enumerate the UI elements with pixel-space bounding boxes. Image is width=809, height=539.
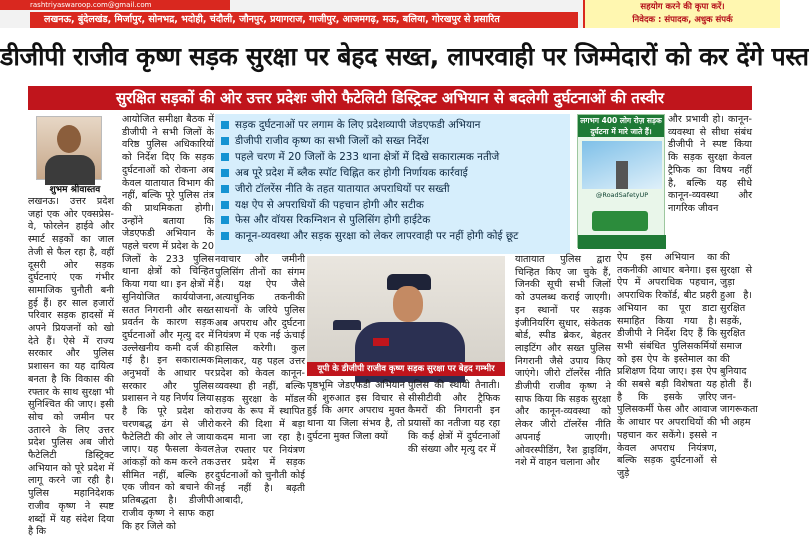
article-column-5: पुलिस की स्थायी तैनाती। सीसीटीवी और ट्रैफिक कैमरों की निगरानी इन प्रयासों का नतीजा यह रहा कि कई क्षेत्रों में दुर्घटनाओं की संख्या और मृत्यु दर में	[408, 380, 500, 455]
officer-badge-shape	[373, 338, 389, 346]
poster-title: लगभग 400 लोग रोज़ सड़क दुर्घटना में मारे जाते हैं।	[578, 115, 664, 137]
masthead-regions: लखनऊ, बुंदेलखंड, मिर्जापुर, सोनभद्र, भदोही, चंदौली, जौनपुर, प्रयागराज, गाजीपुर, आजमगढ़, मऊ, बलिया, गोरखपुर से प्रसारित	[30, 12, 578, 28]
article-column-2: आयोजित समीक्षा बैठक में डीजीपी ने सभी जिलों के वरिष्ठ पुलिस अधिकारियों को निर्देश दिए कि सड़क दुर्घटनाओं को रोकना अब केवल यातायात विभाग की नहीं, बल्कि पूरे पुलिस तंत्र की प्राथमिकता होगी। उन्होंने बताया कि जेडएफडी अभियान के पहले चरण में प्रदेश के 20 जिलों के 233 पुलिस थाना क्षेत्रों को चिन्हित किया गया था। इन क्षेत्रों में सुनियोजित कार्ययोजना, सतत निगरानी और सख्त प्रवर्तन के कारण सड़क दुर्घटनाओं और मृत्यु दर में उल्लेखनीय कमी दर्ज की गई है। इन सकारात्मक अनुभवों के आधार पर सरकार और पुलिस प्रशासन ने यह निर्णय लिया है कि पूरे प्रदेश को चरणबद्ध ढंग से जीरो फैटेलिटी की ओर ले जाया जाए। यह फैसला केवल आंकड़ों को कम करने तक सीमित नहीं, बल्कि हर एक जीवन को बचाने की प्रतिबद्धता है। डीजीपी राजीव कृष्ण ने साफ कहा कि हर जिले को	[122, 114, 214, 532]
highlight-item: फेस और वॉयस रिकग्निशन से पुलिसिंग होगी हाईटेक	[221, 213, 564, 229]
square-bullet-icon	[221, 137, 229, 145]
square-bullet-icon	[221, 185, 229, 193]
photo-background-figure	[333, 320, 361, 330]
square-bullet-icon	[221, 121, 229, 129]
dgp-photo-caption: यूपी के डीजीपी राजीव कृष्ण सड़क सुरक्षा पर बेहद गम्भीर	[307, 362, 505, 376]
reporter-name: शुभम श्रीवास्तव	[49, 185, 101, 195]
square-bullet-icon	[221, 169, 229, 177]
highlight-item: पहले चरण में 20 जिलों के 233 थाना क्षेत्रों में दिखे सकारात्मक नतीजे	[221, 150, 564, 166]
masthead-bar	[0, 0, 780, 28]
square-bullet-icon	[221, 153, 229, 161]
square-bullet-icon	[221, 201, 229, 209]
masthead-email: rashtriyaswaroop.com@gmail.com	[0, 0, 230, 10]
article-column-7: ऐप इस अभियान का तकनीकी आधार बनेगा। इस ऐप में अपराधिक पहचान, अपराधिक रिकॉर्ड, बीट प्रहरी अभियान का पूरा डाटा समाहित किया गया है। डीजीपी ने निर्देश दिए हैं कि सभी संबंधित पुलिसकर्मियों को इस ऐप के इस्तेमाल का प्रशिक्षण दिया जाए। इस ऐप की सबसे बड़ी विशेषता यह है कि इसके ज़रिए पुलिसकर्मी फेस और आवाज के आधार पर अपराधियों की पहचान कर सकेंगे। इससे न केवल अपराध नियंत्रण, बल्कि सड़क दुर्घटनाओं से जुड़े	[617, 252, 717, 479]
road-safety-poster	[577, 114, 665, 248]
article-column-1: लखनऊ। उत्तर प्रदेश जहां एक ओर एक्सप्रेस-वे, फोरलेन हाईवे और स्मार्ट सड़कों का जाल तेजी से फैल रहा है, वहीं दूसरी ओर सड़क दुर्घटनाएं एक गंभीर सामाजिक चुनौती बनी हुई हैं। हर साल हजारों परिवार सड़क हादसों में अपने प्रियजनों को खो देते हैं। ऐसे में राज्य सरकार और पुलिस प्रशासन का यह दायित्व बनता है कि विकास की रफ्तार के साथ सुरक्षा भी सुनिश्चित की जाए। इसी सोच को जमीन पर उतारने के लिए उत्तर प्रदेश पुलिस अब जीरो फैटेलिटी डिस्ट्रिक्ट अभियान को पूरे प्रदेश में लागू करने जा रही है। पुलिस महानिदेशक राजीव कृष्ण ने स्पष्ट शब्दों में यह संदेश दिया है कि	[28, 196, 114, 538]
highlight-item: डीजीपी राजीव कृष्ण का सभी जिलों को सख्त निर्देश	[221, 134, 564, 150]
support-line-2: निवेदक : संपादक, अधुक संपर्क	[632, 15, 733, 25]
article-column-6: यातायात पुलिस द्वारा चिन्हित किए जा चुके हैं, जिनकी सूची सभी जिलों को उपलब्ध कराई जाएगी। इन स्थानों पर सड़क इंजीनियरिंग सुधार, संकेतक बोर्ड, स्पीड ब्रेकर, बेहतर लाइटिंग और सख्त पुलिस निगरानी जैसे उपाय किए जाएंगे। जीरो टॉलरेंस नीति डीजीपी राजीव कृष्ण ने साफ किया कि सड़क सुरक्षा और कानून-व्यवस्था को लेकर जीरो टॉलरेंस नीति अपनाई जाएगी। ओवरस्पीडिंग, रैश ड्राइविंग, नशे में वाहन चलाना और	[515, 254, 611, 469]
page-headline: डीजीपी राजीव कृष्ण सड़क सुरक्षा पर बेहद सख्त, लापरवाही पर जिम्मेदारों को कर देंगे पस्त	[0, 42, 809, 71]
poster-footer-band	[578, 235, 666, 249]
officer-face-shape	[393, 286, 423, 322]
poster-road-illustration	[582, 141, 662, 189]
square-bullet-icon	[221, 216, 229, 224]
highlight-item: जीरो टॉलरेंस नीति के तहत यातायात अपराधियों पर सख्ती	[221, 182, 564, 198]
dgp-photo	[307, 256, 505, 376]
poster-handle: @RoadSafetyUP	[595, 191, 649, 199]
reporter-photo	[36, 116, 102, 180]
square-bullet-icon	[221, 232, 229, 240]
article-column-9: की सुरक्षा से जुड़ा हुआ है। सुरक्षित सड़कें, सुरक्षित समाज की बुनियाद होती हैं। जन-जागरूकता भी अहम	[720, 252, 758, 429]
article-column-4: पृष्ठभूमि जेडएफडी अभियान की शुरुआत इस विचार से हुई कि अगर अपराध मुक्त थाना या जिला संभव है, तो दुर्घटना मुक्त जिला क्यों	[307, 380, 405, 442]
highlight-item: सड़क दुर्घटनाओं पर लगाम के लिए प्रदेशव्यापी जेडएफडी अभियान	[221, 118, 564, 134]
article-column-8: और प्रभावी हो। कानून-व्यवस्था से सीधा संबंध डीजीपी ने स्पष्ट किया कि सड़क सुरक्षा केवल ट्रैफिक का विषय नहीं है, बल्कि यह सीधे कानून-व्यवस्था और नागरिक जीवन	[668, 114, 752, 214]
support-box	[583, 0, 780, 28]
article-column-3: नवाचार और जमीनी पुलिसिंग तीनों का संगम है। यक्ष ऐप जैसे अत्याधुनिक तकनीकी साधनों के जरिये पुलिस अब अपराध और दुर्घटना नियंत्रण में एक नई ऊंचाई हासिल करेगी। कुल मिलाकर, यह पहल उत्तर प्रदेश को केवल कानून-व्यवस्था ही नहीं, बल्कि सड़क सुरक्षा के मॉडल राज्य के रूप में स्थापित करने की दिशा में बड़ा कदम माना जा रहा है। तेज रफ्तार पर नियंत्रण उत्तर प्रदेश में सड़क दुर्घटनाओं को चुनौती कोई नई नहीं है। बढ़ती आबादी,	[215, 254, 305, 507]
poster-truck-illustration	[592, 211, 648, 231]
sub-headline: सुरक्षित सड़कों की ओर उत्तर प्रदेशः जीरो फैटेलिटी डिस्ट्रिक्ट अभियान से बदलेगी दुर्घटनाओं की तस्वीर	[28, 86, 752, 110]
highlight-item: अब पूरे प्रदेश में ब्लैक स्पॉट चिह्नित कर होगी निर्णायक कार्रवाई	[221, 166, 564, 182]
support-line-1: सहयोग करने की कृपा करें।	[640, 2, 725, 12]
highlights-box	[215, 114, 570, 254]
reporter-body-shape	[45, 155, 95, 185]
reporter-head-shape	[57, 125, 81, 153]
highlight-item: कानून-व्यवस्था और सड़क सुरक्षा को लेकर लापरवाही पर नहीं होगी कोई छूट	[221, 229, 564, 245]
highlight-item: यक्ष ऐप से अपराधियों की पहचान होगी और सटीक	[221, 198, 564, 214]
